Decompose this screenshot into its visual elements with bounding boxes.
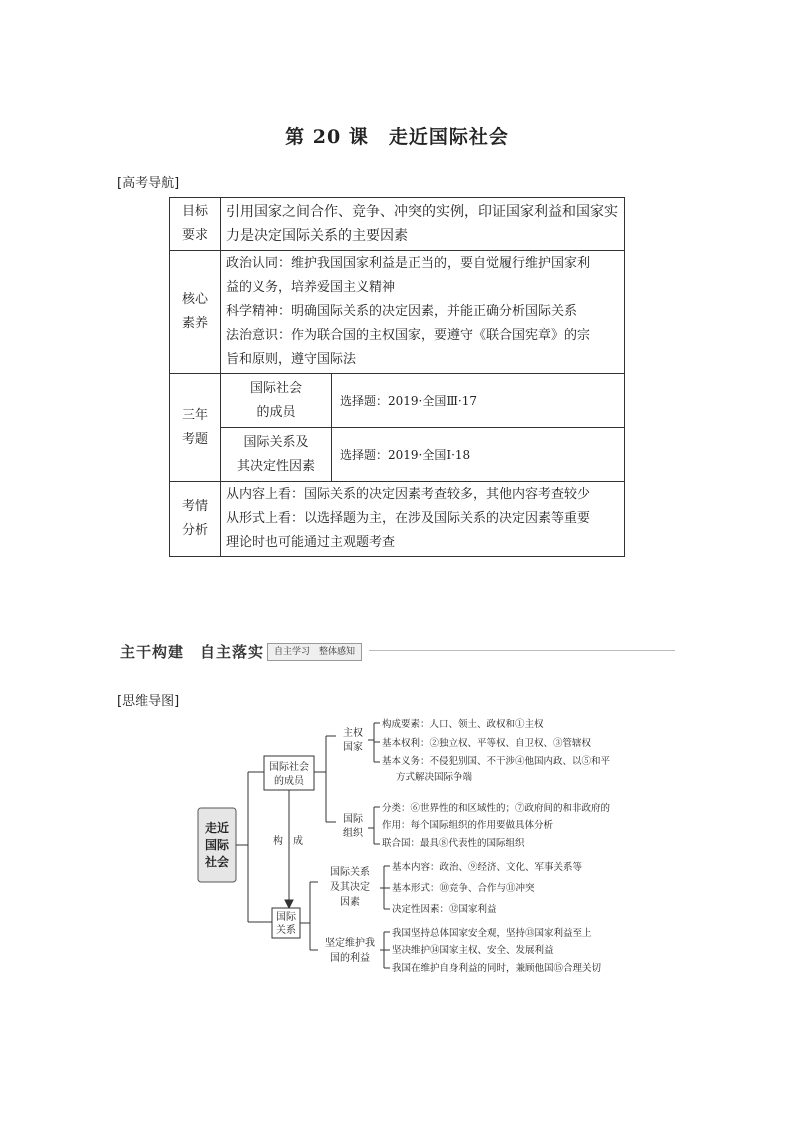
content-line: 法治意识：作为联合国的主权国家，要遵守《联合国宪章》的宗: [226, 328, 591, 343]
table-row-exam-2: [170, 428, 625, 482]
factors-line: 国际关系: [330, 867, 370, 878]
interests-balance: 我国在维护自身利益的同时，兼顾他国⑮合理关切: [392, 963, 602, 974]
row-head-literacy: [170, 251, 221, 374]
mindmap-label: [思维导图]: [117, 694, 180, 709]
topic-line: 的成员: [256, 404, 296, 420]
interests-sovereignty: 坚决维护⑭国家主权、安全、发展利益: [392, 945, 554, 956]
table-row-goal: [170, 198, 625, 251]
sovereign-connector: [368, 723, 380, 762]
sovereign-elements: 构成要素：人口、领土、政权和①主权: [382, 719, 544, 730]
row-head-line: 三年: [181, 407, 208, 423]
banner-rule: [369, 650, 675, 651]
relations-line: 国际: [276, 912, 296, 923]
content-line: 旨和原则，遵守国际法: [226, 352, 357, 367]
relations-connector: [300, 882, 318, 950]
content-line: 力是决定国际关系的主要因素: [226, 228, 408, 244]
content-line: 科学精神：明确国际关系的决定因素，并能正确分析国际关系: [226, 304, 578, 319]
root-line: 国际: [204, 838, 230, 852]
row-head-exams: [170, 374, 221, 482]
row-head-line: 分析: [181, 523, 208, 538]
org-connector: [368, 807, 380, 844]
mind-map: [190, 710, 640, 985]
exam-reference: 选择题：2019·全国Ⅲ·17: [332, 374, 625, 428]
row-head-analysis: [170, 482, 221, 557]
sovereign-rights: 基本权利：②独立权、平等权、自卫权、③管辖权: [382, 738, 592, 749]
topic-line: 国际社会: [249, 380, 302, 396]
row-head-line: 核心: [181, 292, 208, 307]
guide-label: [高考导航]: [117, 176, 180, 191]
row-head-goal: [170, 198, 221, 251]
row-head-line: 考情: [181, 499, 208, 514]
factors-forms: 基本形式：⑩竞争、合作与⑪冲突: [392, 883, 535, 894]
content-line: 从形式上看：以选择题为主，在涉及国际关系的决定因素等重要: [226, 511, 591, 526]
row-head-line: 考题: [181, 431, 208, 447]
exam-topic: [221, 374, 332, 428]
org-types: 分类：⑥世界性的和区域性的；⑦政府间的和非政府的: [382, 803, 611, 814]
banner-title: 主干构建 自主落实: [120, 643, 265, 661]
literacy-content: [221, 251, 625, 374]
page-title: 第 20 课 走近国际社会: [285, 126, 509, 148]
members-line: 的成员: [274, 776, 304, 787]
section-banner: [117, 640, 677, 664]
table-row-exam-1: [170, 374, 625, 428]
sovereign-duties: 基本义务：不侵犯别国、不干涉④他国内政、以⑤和平: [382, 756, 611, 767]
interests-line: 坚定维护我: [325, 938, 375, 949]
row-head-line: 目标: [181, 204, 208, 219]
content-line: 从内容上看：国际关系的决定因素考查较多，其他内容考查较少: [226, 487, 591, 502]
org-line: 组织: [343, 828, 363, 839]
sovereign-duties-cont: 方式解决国际争端: [396, 772, 473, 783]
exam-guide-table: [169, 197, 625, 557]
interests-security: 我国坚持总体国家安全观，坚持⑬国家利益至上: [392, 928, 592, 939]
root-connector: [236, 772, 272, 922]
topic-line: 其决定性因素: [236, 458, 315, 474]
interests-line: 国的利益: [330, 953, 370, 964]
factors-line: 因素: [340, 897, 360, 908]
analysis-content: [221, 482, 625, 557]
banner-tag: 自主学习 整体感知: [267, 643, 362, 661]
sovereign-line: 主权: [343, 728, 363, 739]
org-un: 联合国：最具⑧代表性的国际组织: [382, 838, 525, 849]
factors-content: 基本内容：政治、⑨经济、文化、军事关系等: [392, 862, 583, 873]
row-head-line: 要求: [181, 228, 208, 243]
row-head-line: 素养: [181, 316, 208, 331]
members-line: 国际社会: [269, 762, 309, 773]
sovereign-line: 国家: [343, 742, 363, 753]
factors-line: 及其决定: [330, 882, 370, 893]
org-line: 国际: [343, 814, 363, 825]
interests-connector: [380, 932, 390, 968]
constitutes-label: 构: [273, 836, 283, 847]
org-roles: 作用：每个国际组织的作用要做具体分析: [382, 820, 554, 831]
goal-content: [221, 198, 625, 251]
exam-reference: 选择题：2019·全国Ⅰ·18: [332, 428, 625, 482]
content-line: 益的义务，培养爱国主义精神: [226, 280, 396, 295]
table-row-literacy: [170, 251, 625, 374]
factors-connector: [380, 866, 390, 909]
content-line: 理论时也可能通过主观题考查: [226, 535, 396, 550]
content-line: 政治认同：维护我国国家利益是正当的，要自觉履行维护国家利: [226, 256, 591, 271]
factors-decisive: 决定性因素：⑫国家利益: [392, 904, 497, 915]
members-connector: [314, 736, 336, 822]
root-line: 社会: [204, 855, 230, 869]
root-line: 走近: [204, 821, 230, 835]
content-line: 引用国家之间合作、竞争、冲突的实例，印证国家利益和国家实: [226, 204, 618, 220]
table-row-analysis: [170, 482, 625, 557]
relations-line: 关系: [276, 925, 296, 936]
constitutes-label: 成: [293, 836, 303, 847]
topic-line: 国际关系及: [243, 434, 309, 450]
constitutes-arrow: [285, 790, 293, 908]
exam-topic: [221, 428, 332, 482]
